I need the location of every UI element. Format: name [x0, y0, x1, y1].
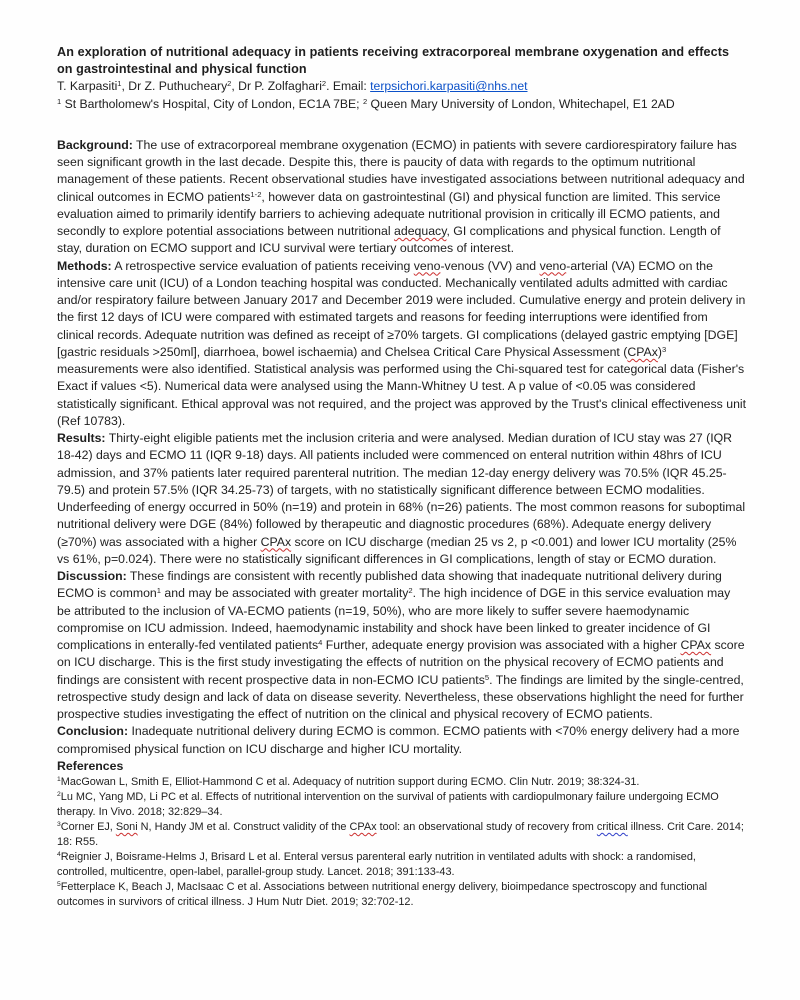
superscript: 2 — [57, 791, 61, 799]
text-segment: MacGowan L, Smith E, Elliot-Hammond C et al. Adequacy of nutrition support during ECMO. Clin Nutr. 2019; 38:324-31. — [60, 776, 640, 789]
text-segment: measurements were also identified. Statistical analysis was performed using the Chi-squared test for categorical data (Fisher's Exact if values <5). Numerical data were analysed using the Mann-Whitney U test. A p value of <0.05 was considered statistically significant. Ethical approval was not required, and the project was approved by the Trust's clinical effectiveness unit (Ref 10783). — [57, 362, 747, 428]
text-segment: Further, adequate energy provision was associated with a higher — [322, 638, 681, 653]
text-segment: , Dr Z. Puthucheary — [121, 79, 228, 94]
conclusion-section — [57, 723, 747, 758]
text-segment: CPAx — [680, 638, 712, 653]
superscript: 3 — [662, 344, 667, 354]
text-segment: adequacy — [394, 224, 447, 239]
text-segment: Discussion: — [57, 569, 127, 584]
text-segment: . Email: — [326, 79, 371, 94]
superscript: 5 — [484, 672, 490, 682]
reference-5 — [57, 880, 747, 910]
text-segment: score on ICU discharge. This is the first study investigating the effects of nutrition on the physical recovery of ECMO patients and findings are consistent with recent prospective data in non-ECMO ICU patients — [57, 638, 745, 687]
text-segment: Reignier J, Boisrame-Helms J, Brisard L et al. Enteral versus parenteral early nutrition in ventilated adults with shock: a randomised, controlled, multicentre, open-label, parallel-group study. Lancet. 2018; 391:133-43. — [57, 851, 696, 879]
text-segment: ) — [657, 344, 662, 359]
superscript: 4 — [318, 638, 323, 648]
superscript: 2 — [227, 79, 232, 89]
reference-1 — [57, 775, 747, 790]
background-section — [57, 137, 747, 258]
text-segment: veno — [413, 258, 441, 273]
text-segment: Fetterplace K, Beach J, MacIsaac C et al. Associations between nutritional energy delivery, bioimpedance spectroscopy and functional outcomes in survivors of critical illness. J Hum Nutr Diet. 2019; 32:702-12. — [57, 881, 708, 909]
text-segment: , however data on gastrointestinal (GI) and physical function are limited. This service evaluation aimed to primarily identify barriers to achieving adequate nutritional provision in critically ill ECMO patients, and secondly to explore potential associations between nutritional — [57, 189, 721, 239]
reference-4 — [57, 850, 747, 880]
text-segment: critical — [596, 821, 628, 834]
text-segment: CPAx — [627, 344, 658, 359]
text-segment: illness. Crit Care. 2014; 18: R55. — [57, 821, 744, 849]
text-segment: Lu MC, Yang MD, Li PC et al. Effects of nutritional intervention on the survival of patients with cardiopulmonary failure undergoing ECMO therapy. In Vivo. 2018; 32:829–34. — [57, 791, 719, 819]
superscript: 1 — [117, 79, 122, 89]
text-segment: Results: — [57, 431, 106, 446]
text-segment: . The findings are limited by the single-centred, retrospective study design and lack of data on disease severity. Nevertheless, these observations highlight the need for further prospective studies investigating the effect of nutrition on the clinical and physical recovery of ECMO patients. — [57, 672, 744, 722]
superscript: 4 — [57, 851, 61, 859]
text-segment: T. Karpasiti — [57, 79, 118, 94]
superscript: 1 — [156, 586, 161, 596]
superscript: 1 — [57, 776, 61, 784]
superscript: 3 — [57, 821, 61, 829]
text-segment: Conclusion: — [57, 724, 129, 739]
abstract-content — [57, 44, 747, 910]
methods-section — [57, 258, 747, 431]
text-segment: Soni — [115, 821, 138, 834]
superscript: 1 — [57, 96, 62, 106]
text-segment: score on ICU discharge (median 25 vs 2, p <0.001) and lower ICU mortality (25% vs 61%, p=0.024). There were no statistically significant differences in GI complications, length of stay or ECMO duration. — [57, 534, 737, 566]
reference-2 — [57, 790, 747, 820]
text-segment: These findings are consistent with recently published data showing that inadequate nutritional delivery during ECMO is common — [57, 569, 722, 601]
reference-3 — [57, 820, 747, 850]
text-segment: CPAx — [260, 534, 292, 549]
text-segment: Corner EJ, — [60, 821, 116, 834]
text-segment: veno — [539, 258, 567, 273]
superscript: 2 — [362, 96, 368, 106]
text-segment: -arterial (VA) ECMO on the intensive care unit (ICU) of a London teaching hospital was conducted. Mechanically ventilated adults admitted with cardiac and/or respiratory failure between January 2017 and December 2019 were included. Cumulative energy and protein delivery in the first 12 days of ICU were compared with estimated targets and reasons for feeding interruptions were identified from clinical records. Adequate nutrition was defined as receipt of ≥70% targets. GI complications (delayed gastric emptying [DGE] [gastric residuals >250ml], diarrhoea, bowel ischaemia) and Chelsea Critical Care Physical Assessment ( — [57, 258, 746, 359]
text-segment: CPAx — [349, 821, 377, 834]
superscript: 2 — [321, 79, 327, 89]
text-segment: St Bartholomew's Hospital, City of London, EC1A 7BE; — [61, 96, 363, 111]
author-line — [57, 78, 747, 95]
text-segment: , GI complications and physical function. Length of stay, duration on ECMO support and ICU survival were tertiary outcomes of interest. — [57, 224, 721, 256]
discussion-section — [57, 568, 747, 723]
email-link[interactable]: terpsichori.karpasiti@nhs.net — [370, 79, 528, 94]
superscript: 2 — [408, 586, 413, 596]
affiliation-line — [57, 96, 747, 113]
text-segment: Inadequate nutritional delivery during ECMO is common. ECMO patients with <70% energy delivery had a more compromised physical function on ICU discharge and higher ICU mortality. — [57, 724, 740, 756]
text-segment: tool: an observational study of recovery from — [376, 821, 597, 834]
text-segment: Methods: — [57, 258, 112, 273]
abstract-body — [57, 137, 747, 910]
text-segment: Background: — [57, 137, 133, 152]
text-segment: Queen Mary University of London, Whitechapel, E1 2AD — [367, 96, 675, 111]
paper-title: An exploration of nutritional adequacy in patients receiving extracorporeal membrane oxygenation and effects on gastrointestinal and physical function — [57, 45, 730, 77]
text-segment: The use of extracorporeal membrane oxygenation (ECMO) in patients with severe cardiorespiratory failure has seen significant growth in the last decade. Despite this, there is paucity of data with regards to the optimum nutritional management of these patients. Recent observational studies have investigated associations between nutritional adequacy and clinical outcomes in ECMO patients — [57, 137, 745, 204]
text-segment: . The high incidence of DGE in this service evaluation may be attributed to the inclusion of VA-ECMO patients (n=19, 50%), who are more likely to suffer severe haemodynamic compromise on ICU admission. Indeed, haemodynamic instability and shock have been linked to greater incidence of GI complications in enterally-fed ventilated patients — [57, 586, 731, 653]
superscript: 1-2 — [250, 189, 262, 199]
text-segment: Thirty-eight eligible patients met the inclusion criteria and were analysed. Median duration of ICU stay was 27 (IQR 18-42) days and ECMO 11 (IQR 9-18) days. All patients included were commenced on enteral nutrition within 48hrs of ICU admission, and 37% patients later required parenteral nutrition. The median 12-day energy delivery was 70.5% (IQR 45.25-79.5) and protein 57.5% (IQR 34.25-73) of targets, with no statistically significant difference between ECMO modalities. Underfeeding of energy occurred in 50% (n=19) and protein in 68% (n=26) patients. The most common reasons for suboptimal nutritional delivery were DGE (84%) followed by therapeutic and diagnostic procedures (68%). Adequate energy delivery (≥70%) was associated with a higher — [57, 431, 746, 549]
results-section — [57, 430, 747, 568]
references-heading: References — [57, 758, 124, 773]
text-segment: and may be associated with greater mortality — [161, 586, 409, 601]
text-segment: , Dr P. Zolfaghari — [231, 79, 322, 94]
superscript: 5 — [57, 881, 61, 889]
text-segment: A retrospective service evaluation of patients receiving — [111, 258, 414, 273]
text-segment: -venous (VV) and — [440, 258, 540, 273]
text-segment: N, Handy JM et al. Construct validity of the — [137, 821, 350, 834]
